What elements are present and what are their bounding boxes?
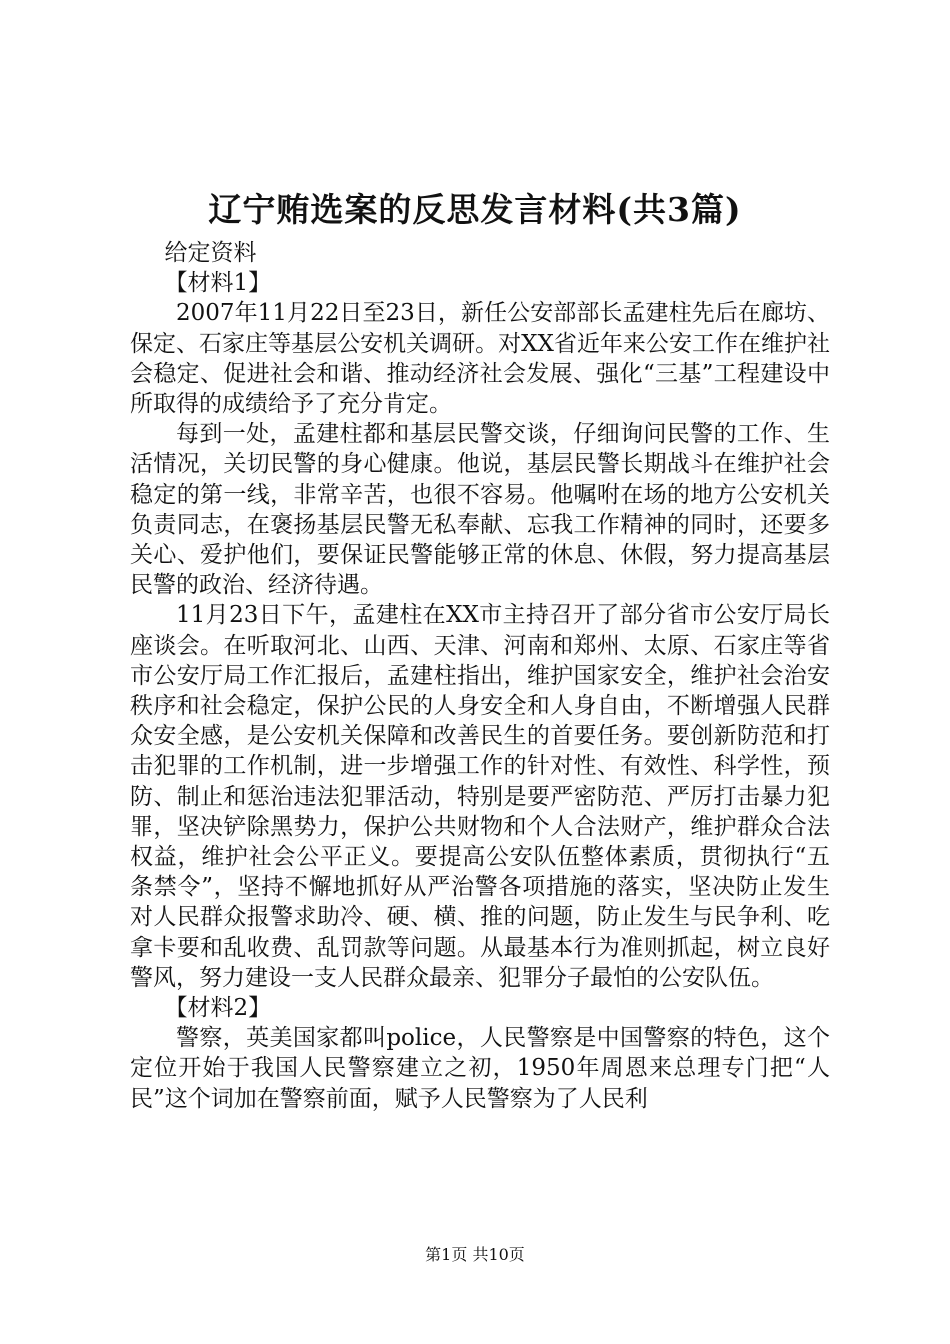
page-indicator: 第1页 共10页 — [425, 1245, 525, 1264]
document-body — [130, 238, 830, 1114]
section-heading: 给定资料 — [164, 240, 257, 266]
page-footer — [0, 1245, 950, 1265]
document-title: 辽宁贿选案的反思发言材料(共3篇) — [208, 190, 742, 229]
material-2-label: 【材料2】 — [164, 995, 272, 1022]
material-1-paragraph: 2007年11月22日至23日，新任公安部部长孟建柱先后在廊坊、保定、石家庄等基层公安机关调研。对XX省近年来公安工作在维护社会稳定、促进社会和谐、推动经济社会发展、强化“三基”工程建设中所取得的成绩给予了充分肯定。 — [130, 300, 830, 418]
material-1-label: 【材料1】 — [164, 270, 272, 297]
material-1-paragraph: 每到一处，孟建柱都和基层民警交谈，仔细询问民警的工作、生活情况，关切民警的身心健康。他说，基层民警长期战斗在维护社会稳定的第一线，非常辛苦，也很不容易。他嘱咐在场的地方公安机关负责同志，在褒扬基层民警无私奉献、忘我工作精神的同时，还要多关心、爱护他们，要保证民警能够正常的休息、休假，努力提高基层民警的政治、经济待遇。 — [130, 421, 830, 599]
material-2-paragraph: 警察，英美国家都叫police，人民警察是中国警察的特色，这个定位开始于我国人民警察建立之初，1950年周恩来总理专门把“人民”这个词加在警察前面，赋予人民警察为了人民利 — [130, 1025, 830, 1112]
material-1-paragraph: 11月23日下午，孟建柱在XX市主持召开了部分省市公安厅局长座谈会。在听取河北、山西、天津、河南和郑州、太原、石家庄等省市公安厅局工作汇报后，孟建柱指出，维护国家安全，维护社会治安秩序和社会稳定，保护公民的人身安全和人身自由，不断增强人民群众安全感，是公安机关保障和改善民生的首要任务。要创新防范和打击犯罪的工作机制，进一步增强工作的针对性、有效性、科学性，预防、制止和惩治违法犯罪活动，特别是要严密防范、严厉打击暴力犯罪，坚决铲除黑势力，保护公共财物和个人合法财产，维护群众合法权益，维护社会公平正义。要提高公安队伍整体素质，贯彻执行“五条禁令”，坚持不懈地抓好从严治警各项措施的落实，坚决防止发生对人民群众报警求助冷、硬、横、推的问题，防止发生与民争利、吃拿卡要和乱收费、乱罚款等问题。从最基本行为准则抓起，树立良好警风，努力建设一支人民群众最亲、犯罪分子最怕的公安队伍。 — [130, 602, 830, 991]
